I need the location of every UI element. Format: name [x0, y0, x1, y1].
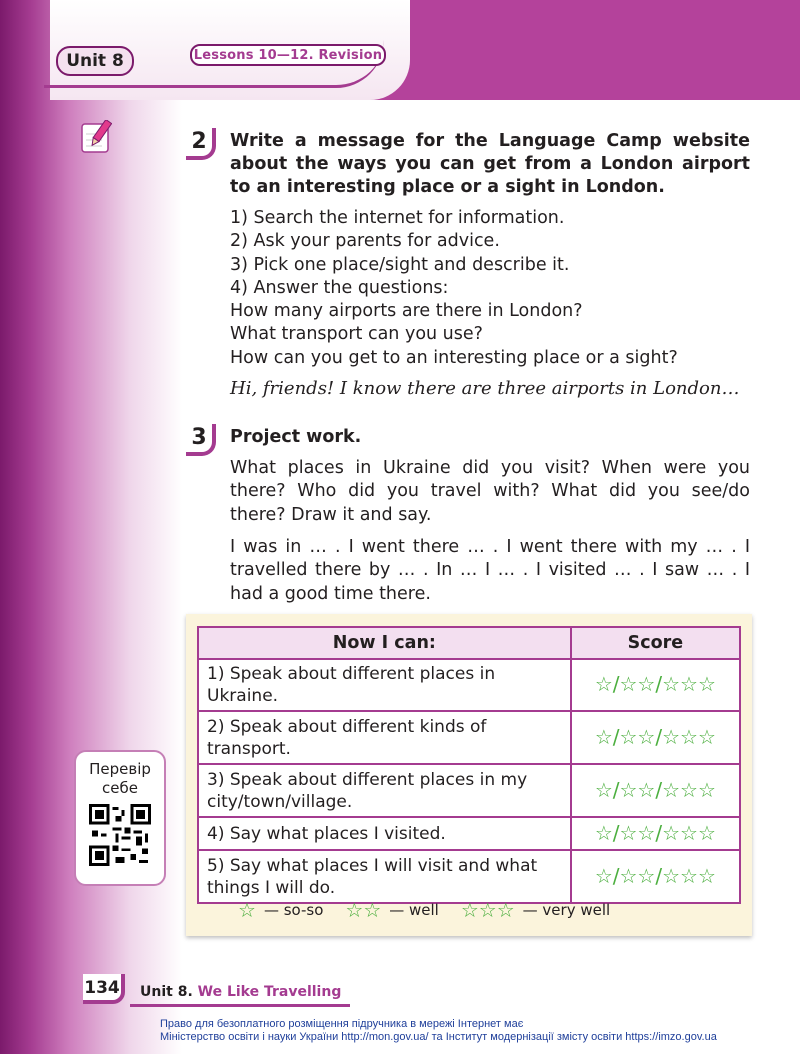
task-2-line: 4) Answer the questions:	[230, 277, 449, 298]
can-do-item: 1) Speak about different places in Ukraine.	[198, 659, 571, 711]
score-stars[interactable]	[571, 711, 740, 764]
footer-unit-title	[140, 984, 341, 1000]
check-yourself-box[interactable]	[74, 750, 166, 886]
task-3-model: I was in … . I went there … . I went there with my … . I travelled there by … . In … I … . I visited … . I saw … . I had a good time there.	[230, 537, 750, 604]
star-rating-icon: ☆/☆☆/☆☆☆	[594, 777, 716, 802]
table-row	[198, 711, 740, 764]
legal-line: Право для безоплатного розміщення підручника в мережі Інтернет має	[160, 1018, 524, 1030]
score-legend	[238, 898, 610, 922]
three-stars-icon: ☆☆☆	[460, 898, 515, 922]
check-yourself-label: себе	[102, 779, 138, 797]
task-2-question: What transport can you use?	[230, 324, 483, 345]
star-rating-icon: ☆/☆☆/☆☆☆	[594, 724, 716, 749]
legal-notice	[160, 1018, 717, 1044]
legend-very-well: — very well	[522, 901, 611, 919]
legend-so-so: — so-so	[263, 901, 324, 919]
task-2-question: How can you get to an interesting place or a sight?	[230, 347, 678, 368]
footer-unit-prefix: Unit 8.	[140, 984, 193, 1000]
pencil-icon	[80, 120, 112, 156]
score-stars[interactable]	[571, 764, 740, 817]
task-2-example: Hi, friends! I know there are three airports in London…	[230, 378, 740, 399]
star-rating-icon: ☆/☆☆/☆☆☆	[594, 863, 716, 888]
unit-badge: Unit 8	[56, 46, 134, 76]
can-do-item: 3) Speak about different places in my city/town/village.	[198, 764, 571, 817]
score-stars[interactable]	[571, 817, 740, 850]
table-row	[198, 850, 740, 903]
check-yourself-label: Перевір	[89, 760, 151, 778]
task-number-2: 2	[186, 128, 216, 160]
page-number: 134	[83, 974, 125, 1004]
side-decoration	[0, 0, 182, 1054]
task-2-line: 3) Pick one place/sight and describe it.	[230, 254, 570, 275]
footer-divider	[130, 1004, 350, 1007]
table-row	[198, 764, 740, 817]
can-do-item: 5) Say what places I will visit and what things I will do.	[198, 850, 571, 903]
task-2-title: Write a message for the Language Camp website about the ways you can get from a London airport to an interesting place or a sight in London.	[230, 131, 750, 197]
column-header-can: Now I can:	[198, 627, 571, 659]
one-star-icon: ☆	[238, 898, 256, 922]
task-2-line: 2) Ask your parents for advice.	[230, 231, 500, 252]
star-rating-icon: ☆/☆☆/☆☆☆	[594, 820, 716, 845]
table-row	[198, 817, 740, 850]
task-2-steps	[230, 207, 750, 370]
task-number-3: 3	[186, 424, 216, 456]
task-2-question: How many airports are there in London?	[230, 301, 583, 322]
self-assessment-card	[186, 614, 752, 936]
table-row	[198, 659, 740, 711]
two-stars-icon: ☆☆	[345, 898, 382, 922]
legal-line[interactable]: Міністерство освіти і науки України http://mon.gov.ua/ та Інститут модернізації змісту освіти https://imzo.gov.ua	[160, 1031, 717, 1043]
footer-unit-name: We Like Travelling	[197, 984, 342, 1000]
header-band	[395, 0, 800, 100]
score-stars[interactable]	[571, 659, 740, 711]
column-header-score: Score	[571, 627, 740, 659]
qr-code-icon[interactable]	[89, 804, 151, 866]
can-do-item: 4) Say what places I visited.	[198, 817, 571, 850]
legend-well: — well	[389, 901, 439, 919]
score-stars[interactable]	[571, 850, 740, 903]
star-rating-icon: ☆/☆☆/☆☆☆	[594, 672, 716, 696]
lessons-badge: Lessons 10—12. Revision	[190, 44, 386, 66]
can-do-item: 2) Speak about different kinds of transport.	[198, 711, 571, 764]
task-2-line: 1) Search the internet for information.	[230, 208, 565, 228]
task-3-title: Project work.	[230, 427, 362, 447]
task-3-questions: What places in Ukraine did you visit? When were you there? Who did you travel with? What did you see/do there? Draw it and say.	[230, 458, 750, 525]
self-assessment-table	[197, 626, 741, 904]
